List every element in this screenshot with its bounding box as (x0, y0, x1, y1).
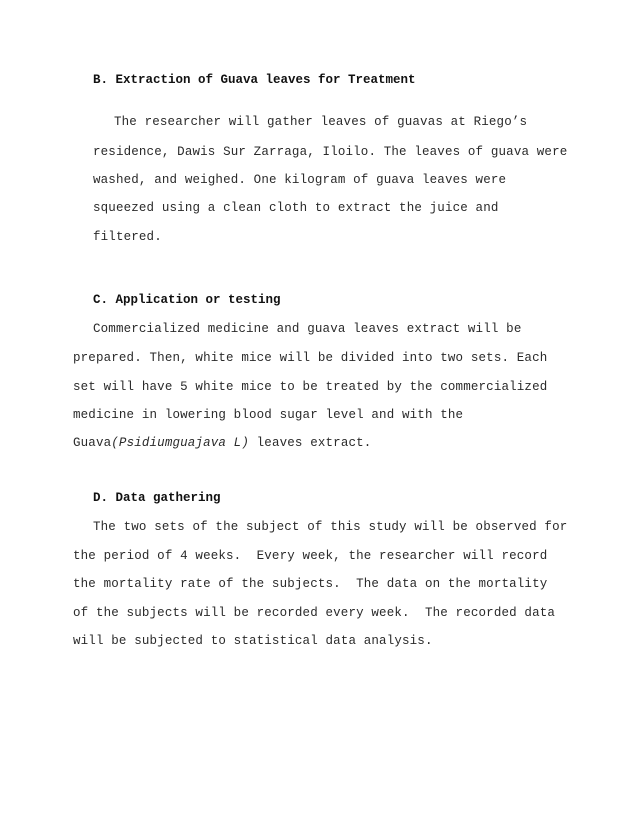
section-c-line-5-prefix: Guava (73, 436, 112, 450)
section-d-line-5: will be subjected to statistical data analysis. (73, 634, 433, 648)
section-b-line-3: washed, and weighed. One kilogram of guava leaves were (93, 173, 507, 187)
scientific-name: (Psidiumguajava L) (111, 436, 249, 450)
section-c-line-3: set will have 5 white mice to be treated by the commercialized (73, 380, 548, 394)
section-b-line-5: filtered. (93, 230, 162, 244)
section-c-line-5-suffix: leaves extract. (249, 436, 372, 450)
section-c-line-5 (73, 436, 371, 450)
section-c-line-1: Commercialized medicine and guava leaves extract will be (93, 322, 522, 336)
section-d-line-1: The two sets of the subject of this study will be observed for (93, 520, 568, 534)
section-b-line-2: residence, Dawis Sur Zarraga, Iloilo. The leaves of guava were (93, 145, 568, 159)
section-b-line-4: squeezed using a clean cloth to extract the juice and (93, 201, 499, 215)
section-b-line-1: The researcher will gather leaves of guavas at Riego’s (114, 115, 528, 129)
section-c-line-4: medicine in lowering blood sugar level and with the (73, 408, 464, 422)
section-c-line-2: prepared. Then, white mice will be divided into two sets. Each (73, 351, 548, 365)
section-d-heading: D. Data gathering (93, 491, 221, 505)
section-d-line-3: the mortality rate of the subjects. The data on the mortality (73, 577, 548, 591)
section-d-line-2: the period of 4 weeks. Every week, the researcher will record (73, 549, 548, 563)
section-b-heading: B. Extraction of Guava leaves for Treatment (93, 73, 416, 87)
section-d-line-4: of the subjects will be recorded every week. The recorded data (73, 606, 556, 620)
section-c-heading: C. Application or testing (93, 293, 281, 307)
